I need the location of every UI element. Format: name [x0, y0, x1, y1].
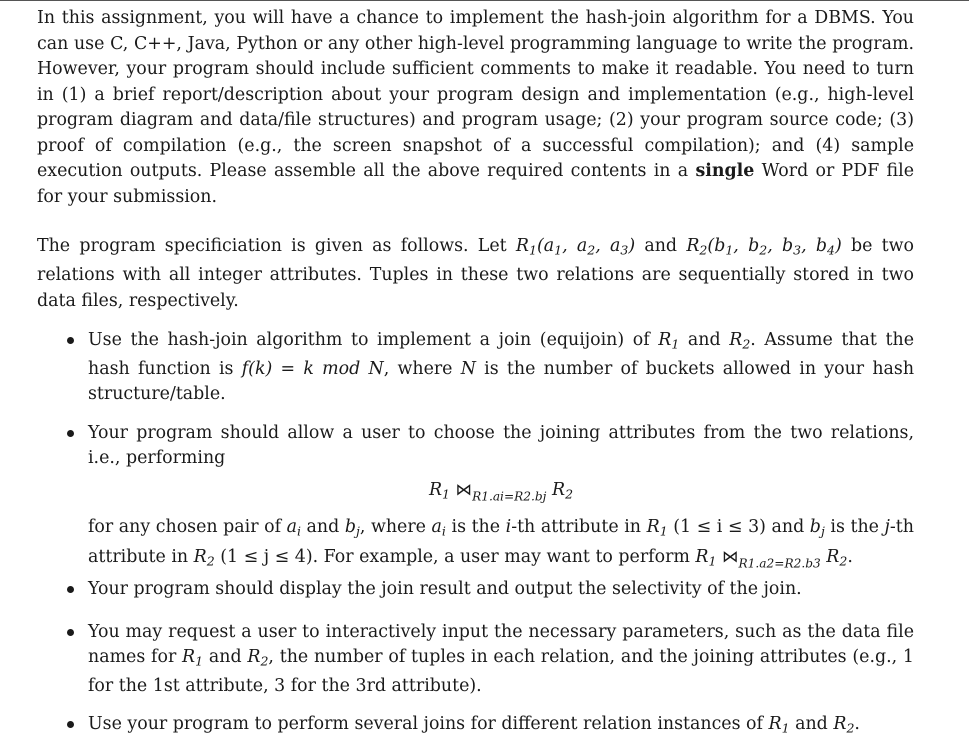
intro-paragraph: [37, 6, 914, 210]
intro-bold-word: single: [695, 161, 755, 181]
spec-text-b: and: [635, 236, 687, 256]
list-item: Use your program to perform several joins for different relation instances of $R_1$ and $R_2$.: [88, 712, 914, 741]
intro-text-end: Word or PDF file for your submission.: [37, 161, 914, 207]
relation-r1: $R_1(a_1$, $a_2$, $a_3$): [515, 236, 636, 258]
spec-text-c: be two relations with all integer attributes. Tuples in these two relations are sequentially stored in two data files, respectively.: [37, 236, 915, 311]
list-item: You may request a user to interactively input the necessary parameters, such as the data file names for $R_1$ and $R_2$, the number of tuples in each relation, and the joining attributes (e.g., 1 for the 1st attribute, 3 for the 3rd attribute).: [88, 620, 914, 699]
spec-paragraph: [37, 234, 914, 314]
spec-text-a: The program specificiation is given as follows. Let: [37, 236, 516, 256]
list-item: Your program should display the join result and output the selectivity of the join.: [88, 577, 914, 602]
hash-function: f(k) = k mod N: [241, 358, 384, 379]
intro-text: In this assignment, you will have a chance to implement the hash-join algorithm for a DBMS. You can use C, C++, Java, Python or any other high-level programming language to write the program. However, your program should include sufficient comments to make it readable. You need to turn in (1) a brief report/description about your program design and implementation (e.g., high-level program diagram and data/file structures) and program usage; (2) your program source code; (3) proof of compilation (e.g., the screen snapshot of a successful compilation); and (4) sample execution outputs. Please assemble all the above required contents in a: [37, 8, 914, 181]
list-item: Use the hash-join algorithm to implement a join (equijoin) of $R_1$ and $R_2$. Assume that the hash function is f(k) = k mod N, where N is the number of buckets allowed in your hash structure/table.: [88, 328, 914, 407]
join-equation: $R_1$ $⋈_{R1.ai=R2.bj}$ $R_2$: [428, 480, 574, 504]
list-item: Your program should allow a user to choose the joining attributes from the two relations, i.e., performing $R_1$ $⋈_{R1.ai=R2.bj}$ $R_2$ for any chosen pair of $a_i$ and $b_j$, where $a_i$ is the i-th attribute in $R_1$ (1 ≤ i ≤ 3) and $b_j$ is the j-th attribute in $R_2$ (1 ≤ j ≤ 4). For example, a user may want to perform $R_1$ $⋈_{R1.a2=R2.b3}$ $R_2$.: [88, 421, 914, 576]
relation-r2: $R_2(b_1$, $b_2$, $b_3$, $b_4$): [686, 236, 842, 258]
top-rule: [0, 0, 969, 1]
